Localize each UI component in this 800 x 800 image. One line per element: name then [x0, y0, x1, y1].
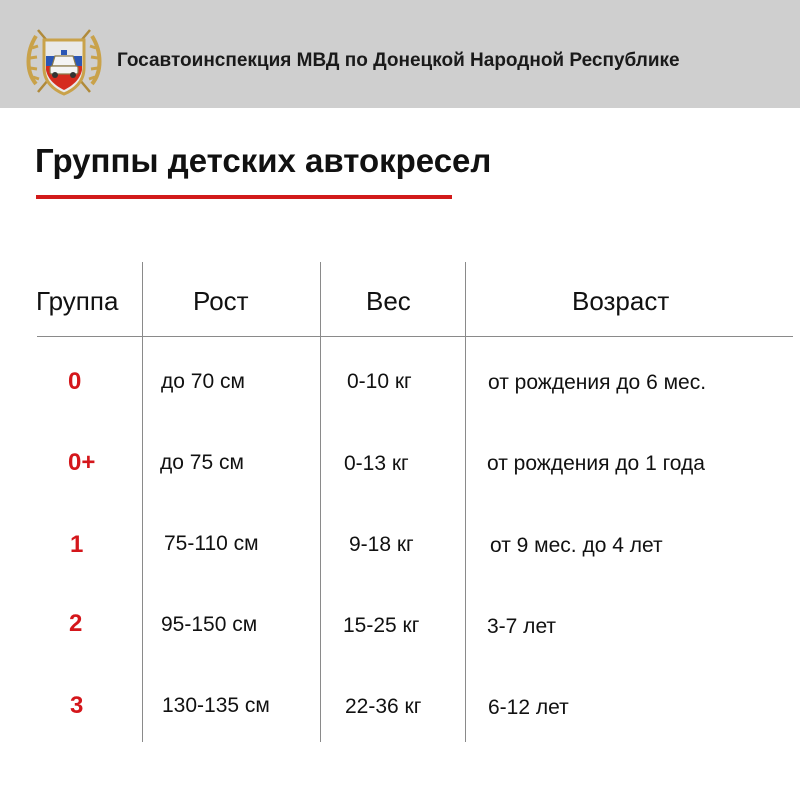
table-row-group: 0+: [68, 449, 96, 476]
table-row-group: 1: [70, 531, 84, 558]
column-header-group: Группа: [36, 286, 119, 316]
table-divider: [142, 262, 143, 336]
column-header-weight: Вес: [366, 286, 411, 316]
table-divider: [320, 337, 321, 742]
table-row-weight: 22-36 кг: [345, 695, 422, 718]
table-row-group: 3: [70, 692, 84, 719]
table-row-height: 75-110 см: [164, 532, 259, 555]
header-title: Госавтоинспекция МВД по Донецкой Народной Республике: [117, 50, 680, 71]
table-row-weight: 9-18 кг: [349, 533, 414, 556]
page-title: Группы детских автокресел: [35, 142, 492, 179]
table-row-age: 3-7 лет: [487, 615, 557, 638]
table-row-weight: 0-13 кг: [344, 452, 409, 475]
table-row-height: 95-150 см: [161, 613, 258, 636]
table-row-age: от 9 мес. до 4 лет: [490, 534, 663, 557]
table-divider: [465, 337, 466, 742]
table-header-divider: [37, 336, 793, 337]
table-row-height: до 70 см: [161, 370, 245, 393]
table-divider: [465, 262, 466, 336]
table-row-weight: 0-10 кг: [347, 370, 412, 393]
table-row-weight: 15-25 кг: [343, 614, 420, 637]
column-header-age: Возраст: [572, 286, 670, 316]
table-row-age: 6-12 лет: [488, 696, 569, 719]
table-row-age: от рождения до 1 года: [487, 452, 705, 475]
column-header-height: Рост: [193, 286, 249, 316]
header-bar: [0, 0, 800, 108]
table-row-height: до 75 см: [160, 451, 244, 474]
table-row-age: от рождения до 6 мес.: [488, 371, 707, 394]
table-row-group: 0: [68, 368, 82, 395]
table-divider: [142, 337, 143, 742]
gai-emblem-icon: [22, 22, 106, 102]
table-divider: [320, 262, 321, 336]
title-underline: [36, 195, 452, 199]
table-row-height: 130-135 см: [162, 694, 270, 717]
table-row-group: 2: [69, 610, 83, 637]
